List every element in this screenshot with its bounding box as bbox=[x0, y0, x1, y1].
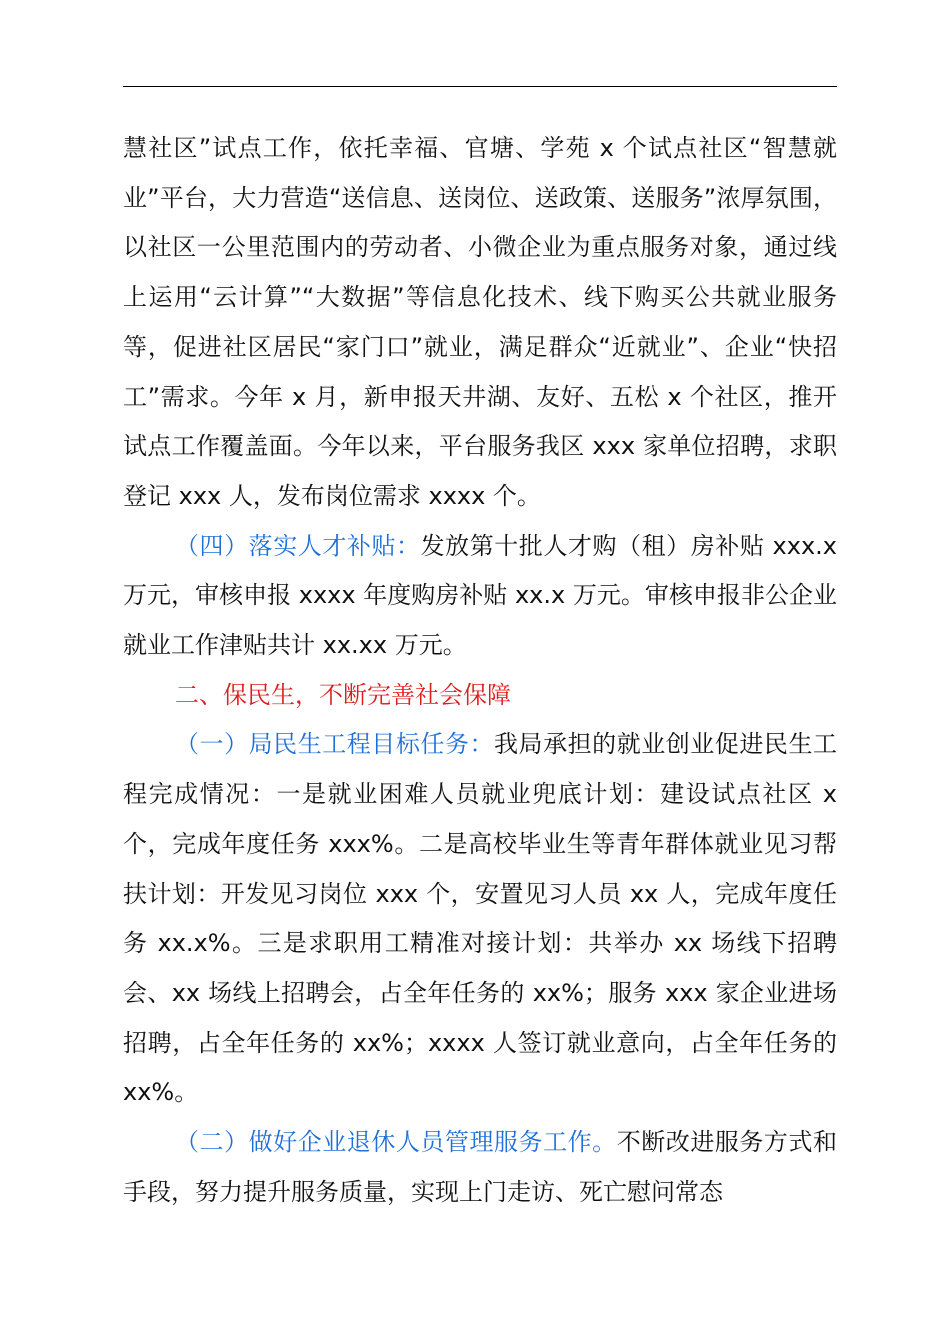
paragraph-retiree-services bbox=[123, 1118, 837, 1217]
retiree-services-body: 不断改进服务方式和手段，努力提升服务质量，实现上门走访、死亡慰问常态 bbox=[123, 1128, 838, 1206]
livelihood-targets-body: 我局承担的就业创业促进民生工程完成情况：一是就业困难人员就业兜底计划：建设试点社区 x 个，完成年度任务 xxx%。二是高校毕业生等青年群体就业见习帮扶计划：开发见习岗位 xxx 个，安置见习人员 xx 人，完成年度任务 xx.x%。三是求职用工精准对接计划：共举办 xx 场线下招聘会、xx 场线上招聘会，占全年任务的 xx%；服务 xxx 家企业进场招聘，占全年任务的 xx%；xxxx 人签订就业意向，占全年任务的 xx%。 bbox=[123, 730, 837, 1107]
document-body bbox=[123, 124, 837, 1217]
subheading-retiree-services: （二）做好企业退休人员管理服务工作。 bbox=[175, 1128, 617, 1157]
paragraph-community-pilot: 慧社区”试点工作，依托幸福、官塘、学苑 x 个试点社区“智慧就业”平台，大力营造“送信息、送岗位、送政策、送服务”浓厚氛围，以社区一公里范围内的劳动者、小微企业为重点服务对象，通过线上运用“云计算”“大数据”等信息化技术、线下购买公共就业服务等，促进社区居民“家门口”就业，满足群众“近就业”、企业“快招工”需求。今年 x 月，新申报天井湖、友好、五松 x 个社区，推开试点工作覆盖面。今年以来，平台服务我区 xxx 家单位招聘，求职登记 xxx 人，发布岗位需求 xxxx 个。 bbox=[123, 134, 837, 510]
paragraph-livelihood-targets bbox=[123, 720, 837, 1118]
header-rule bbox=[123, 86, 837, 87]
talent-subsidy-body: 发放第十批人才购（租）房补贴 xxx.x 万元，审核申报 xxxx 年度购房补贴 xx.x 万元。审核申报非公企业就业工作津贴共计 xx.xx 万元。 bbox=[123, 531, 838, 660]
section-title-livelihood: 二、保民生，不断完善社会保障 bbox=[175, 680, 511, 709]
subheading-livelihood-targets: （一）局民生工程目标任务： bbox=[175, 730, 494, 759]
subheading-talent-subsidy: （四）落实人才补贴： bbox=[175, 531, 421, 560]
paragraph-talent-subsidy bbox=[123, 522, 837, 671]
